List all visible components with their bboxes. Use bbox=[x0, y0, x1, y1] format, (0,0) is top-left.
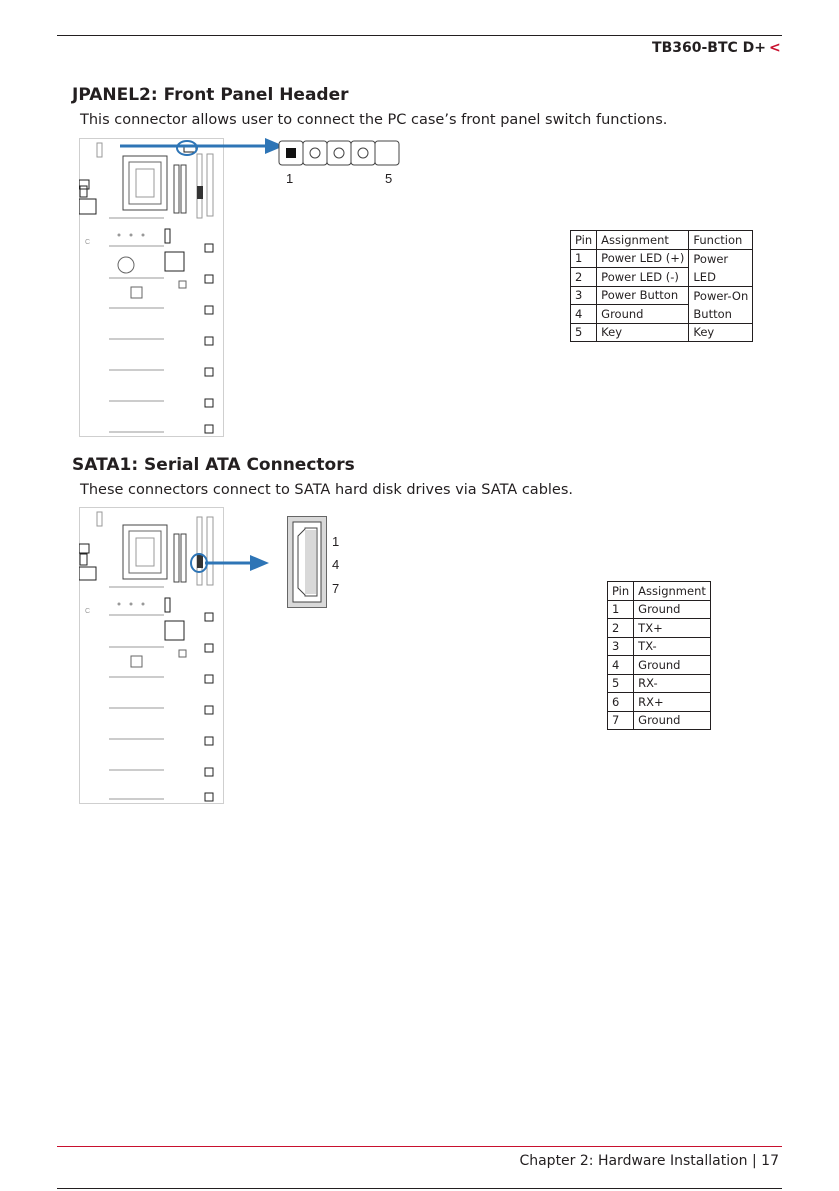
page-number: 17 bbox=[761, 1153, 779, 1169]
sata-pin-table bbox=[607, 581, 711, 730]
table-row bbox=[571, 249, 753, 268]
sata-description: These connectors connect to SATA hard disk drives via SATA cables. bbox=[80, 482, 574, 498]
model-arrow-icon: < bbox=[769, 40, 781, 56]
jpanel-pin-last-label: 5 bbox=[385, 171, 393, 186]
table-cell-function bbox=[689, 249, 753, 286]
table-cell: 3 bbox=[571, 286, 597, 305]
function-line: Power bbox=[693, 251, 729, 266]
table-row bbox=[571, 286, 753, 305]
table-cell: Ground bbox=[634, 711, 711, 730]
footer-separator: | bbox=[752, 1153, 762, 1169]
table-row bbox=[608, 693, 711, 712]
table-header-cell: Assignment bbox=[597, 231, 689, 250]
table-row bbox=[608, 619, 711, 638]
table-cell: RX+ bbox=[634, 693, 711, 712]
table-cell: Ground bbox=[634, 656, 711, 675]
table-cell: TX- bbox=[634, 637, 711, 656]
page-footer bbox=[519, 1153, 779, 1169]
table-cell: 6 bbox=[608, 693, 634, 712]
table-cell: Key bbox=[597, 323, 689, 342]
table-cell: Ground bbox=[597, 305, 689, 324]
function-line: LED bbox=[693, 269, 716, 284]
table-cell: Power Button bbox=[597, 286, 689, 305]
sata-connector-icon bbox=[287, 516, 327, 608]
model-name: TB360-BTC D+ bbox=[652, 40, 766, 56]
sata-pin-label-7: 7 bbox=[332, 581, 340, 596]
function-line: Button bbox=[693, 306, 732, 321]
table-header-row bbox=[608, 582, 711, 601]
sata-pin-label-4: 4 bbox=[332, 557, 340, 572]
table-cell-function bbox=[689, 286, 753, 323]
table-cell: 2 bbox=[608, 619, 634, 638]
bottom-rule bbox=[57, 1188, 782, 1189]
function-line: Power-On bbox=[693, 288, 749, 303]
jpanel-title: JPANEL2: Front Panel Header bbox=[72, 85, 349, 105]
jpanel-pin-first-label: 1 bbox=[286, 171, 294, 186]
table-cell: Power LED (-) bbox=[597, 268, 689, 287]
table-row bbox=[608, 656, 711, 675]
table-cell: 2 bbox=[571, 268, 597, 287]
jpanel-pin-table bbox=[570, 230, 753, 342]
footer-rule bbox=[57, 1146, 782, 1147]
table-row bbox=[571, 323, 753, 342]
svg-text:C: C bbox=[85, 608, 91, 615]
table-cell: Key bbox=[689, 323, 753, 342]
header-rule bbox=[57, 35, 782, 36]
table-row bbox=[608, 600, 711, 619]
table-cell: 4 bbox=[571, 305, 597, 324]
table-cell: 3 bbox=[608, 637, 634, 656]
svg-text:C: C bbox=[85, 239, 91, 246]
table-cell: 5 bbox=[571, 323, 597, 342]
motherboard-diagram-sata bbox=[79, 507, 224, 804]
jpanel-pin-header bbox=[278, 140, 402, 166]
table-cell: 1 bbox=[608, 600, 634, 619]
chapter-title: Chapter 2: Hardware Installation bbox=[519, 1153, 748, 1169]
motherboard-diagram-jpanel bbox=[79, 138, 224, 437]
table-header-cell: Function bbox=[689, 231, 753, 250]
callout-arrow-jpanel bbox=[118, 136, 286, 156]
table-row bbox=[608, 637, 711, 656]
table-header-row bbox=[571, 231, 753, 250]
table-cell: TX+ bbox=[634, 619, 711, 638]
table-cell: Ground bbox=[634, 600, 711, 619]
sata-title: SATA1: Serial ATA Connectors bbox=[72, 455, 355, 475]
table-cell: 4 bbox=[608, 656, 634, 675]
table-cell: 5 bbox=[608, 674, 634, 693]
table-cell: RX- bbox=[634, 674, 711, 693]
table-cell: 7 bbox=[608, 711, 634, 730]
table-cell: 1 bbox=[571, 249, 597, 268]
sata-pin-label-1: 1 bbox=[332, 534, 340, 549]
table-header-cell: Assignment bbox=[634, 582, 711, 601]
callout-arrow-sata bbox=[203, 553, 271, 573]
table-header-cell: Pin bbox=[571, 231, 597, 250]
table-cell: Power LED (+) bbox=[597, 249, 689, 268]
table-header-cell: Pin bbox=[608, 582, 634, 601]
jpanel-description: This connector allows user to connect the PC case’s front panel switch functions. bbox=[80, 112, 668, 128]
table-row bbox=[608, 674, 711, 693]
table-row bbox=[608, 711, 711, 730]
